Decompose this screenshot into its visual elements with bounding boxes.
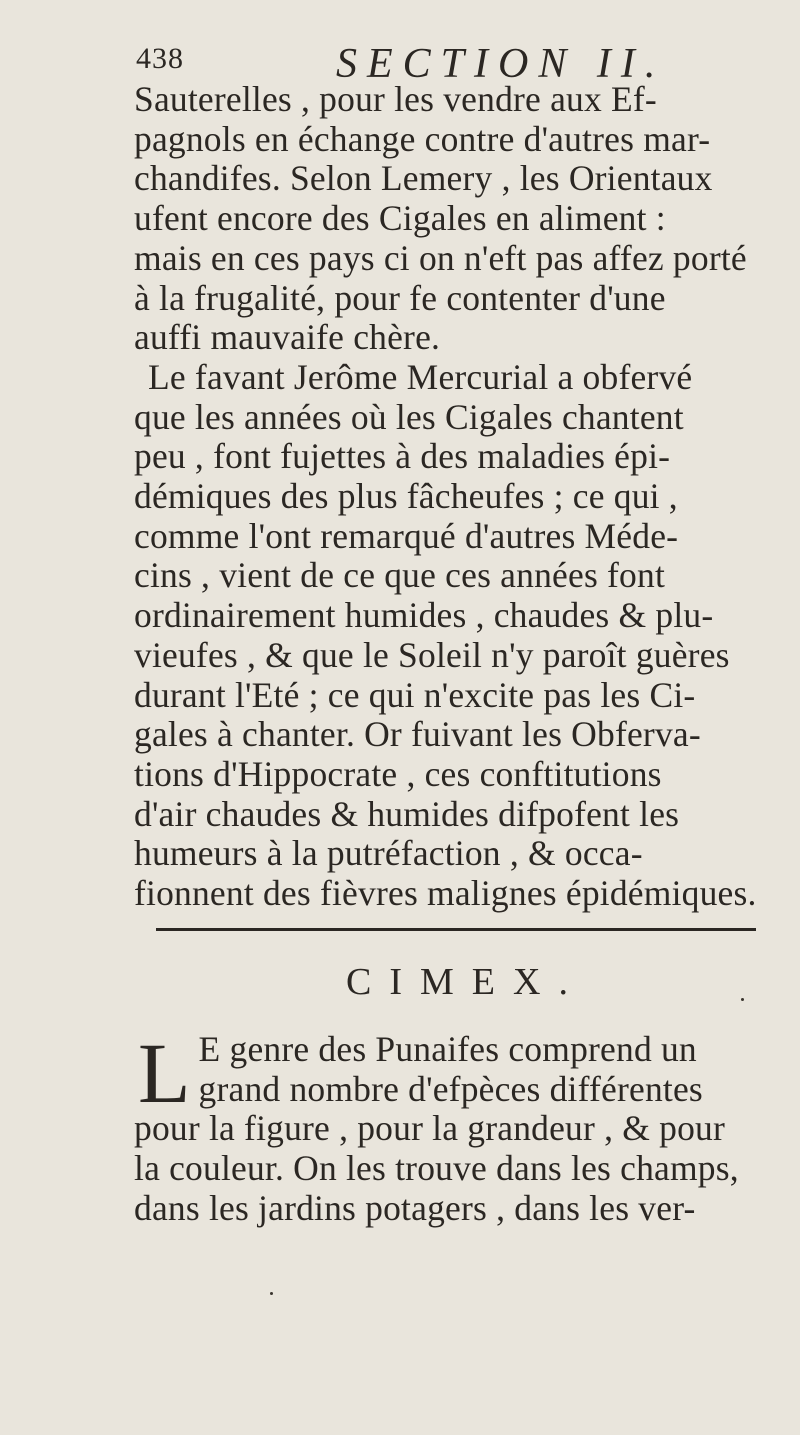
text-line: E genre des Punaifes comprend un — [198, 1029, 697, 1069]
text-line: dans les jardins potagers , dans les ver- — [134, 1187, 696, 1228]
text-line: démiques des plus fâcheufes ; ce qui , — [134, 476, 678, 517]
paper-speck — [270, 1292, 273, 1295]
text-line: chandifes. Selon Lemery , les Orientaux — [134, 158, 713, 199]
drop-cap: L — [138, 1025, 191, 1121]
running-head: SECTION II. — [336, 41, 666, 87]
paper-speck — [741, 998, 744, 1001]
text-line: vieufes , & que le Soleil n'y paroît guères — [134, 634, 730, 675]
text-line: d'air chaudes & humides difpofent les — [134, 793, 680, 834]
text-line: cins , vient de ce que ces années font — [134, 555, 666, 596]
text-line: pour la figure , pour la grandeur , & pour — [134, 1108, 726, 1149]
text-line: Le favant Jerôme Mercurial a obfervé — [148, 356, 693, 397]
text-line: mais en ces pays ci on n'eft pas affez porté — [134, 237, 747, 278]
text-line: la couleur. On les trouve dans les champs, — [134, 1148, 739, 1189]
paragraph-cimex — [134, 1025, 774, 1229]
text-line: gales à chanter. Or fuivant les Obferva- — [134, 714, 701, 755]
text-line: peu , font fujettes à des maladies épi- — [134, 436, 671, 477]
body-text — [134, 80, 774, 914]
text-line: pagnols en échange contre d'autres mar- — [134, 118, 711, 159]
text-line: ordinairement humides , chaudes & plu- — [134, 595, 714, 636]
paragraph-mercurial — [134, 358, 774, 914]
section-title: CIMEX. — [346, 961, 586, 1003]
text-line: ufent encore des Cigales en aliment : — [134, 198, 666, 239]
text-line: tions d'Hippocrate , ces conftitutions — [134, 753, 662, 794]
text-line: grand nombre d'efpèces différentes — [198, 1068, 703, 1109]
text-line: fionnent des fièvres malignes épidémiques. — [134, 873, 757, 914]
text-line: Sauterelles , pour les vendre aux Ef- — [134, 79, 657, 119]
text-line: durant l'Eté ; ce qui n'excite pas les Ci- — [134, 674, 696, 715]
text-line: que les années où les Cigales chantent — [134, 396, 684, 437]
section-divider — [156, 928, 756, 931]
text-line: auffi mauvaife chère. — [134, 317, 441, 358]
text-line: humeurs à la putréfaction , & occa- — [134, 833, 643, 874]
text-line: à la frugalité, pour fe contenter d'une — [134, 277, 666, 318]
text-line: comme l'ont remarqué d'autres Méde- — [134, 515, 679, 556]
page-number: 438 — [136, 42, 184, 75]
paragraph-continued — [134, 80, 774, 358]
